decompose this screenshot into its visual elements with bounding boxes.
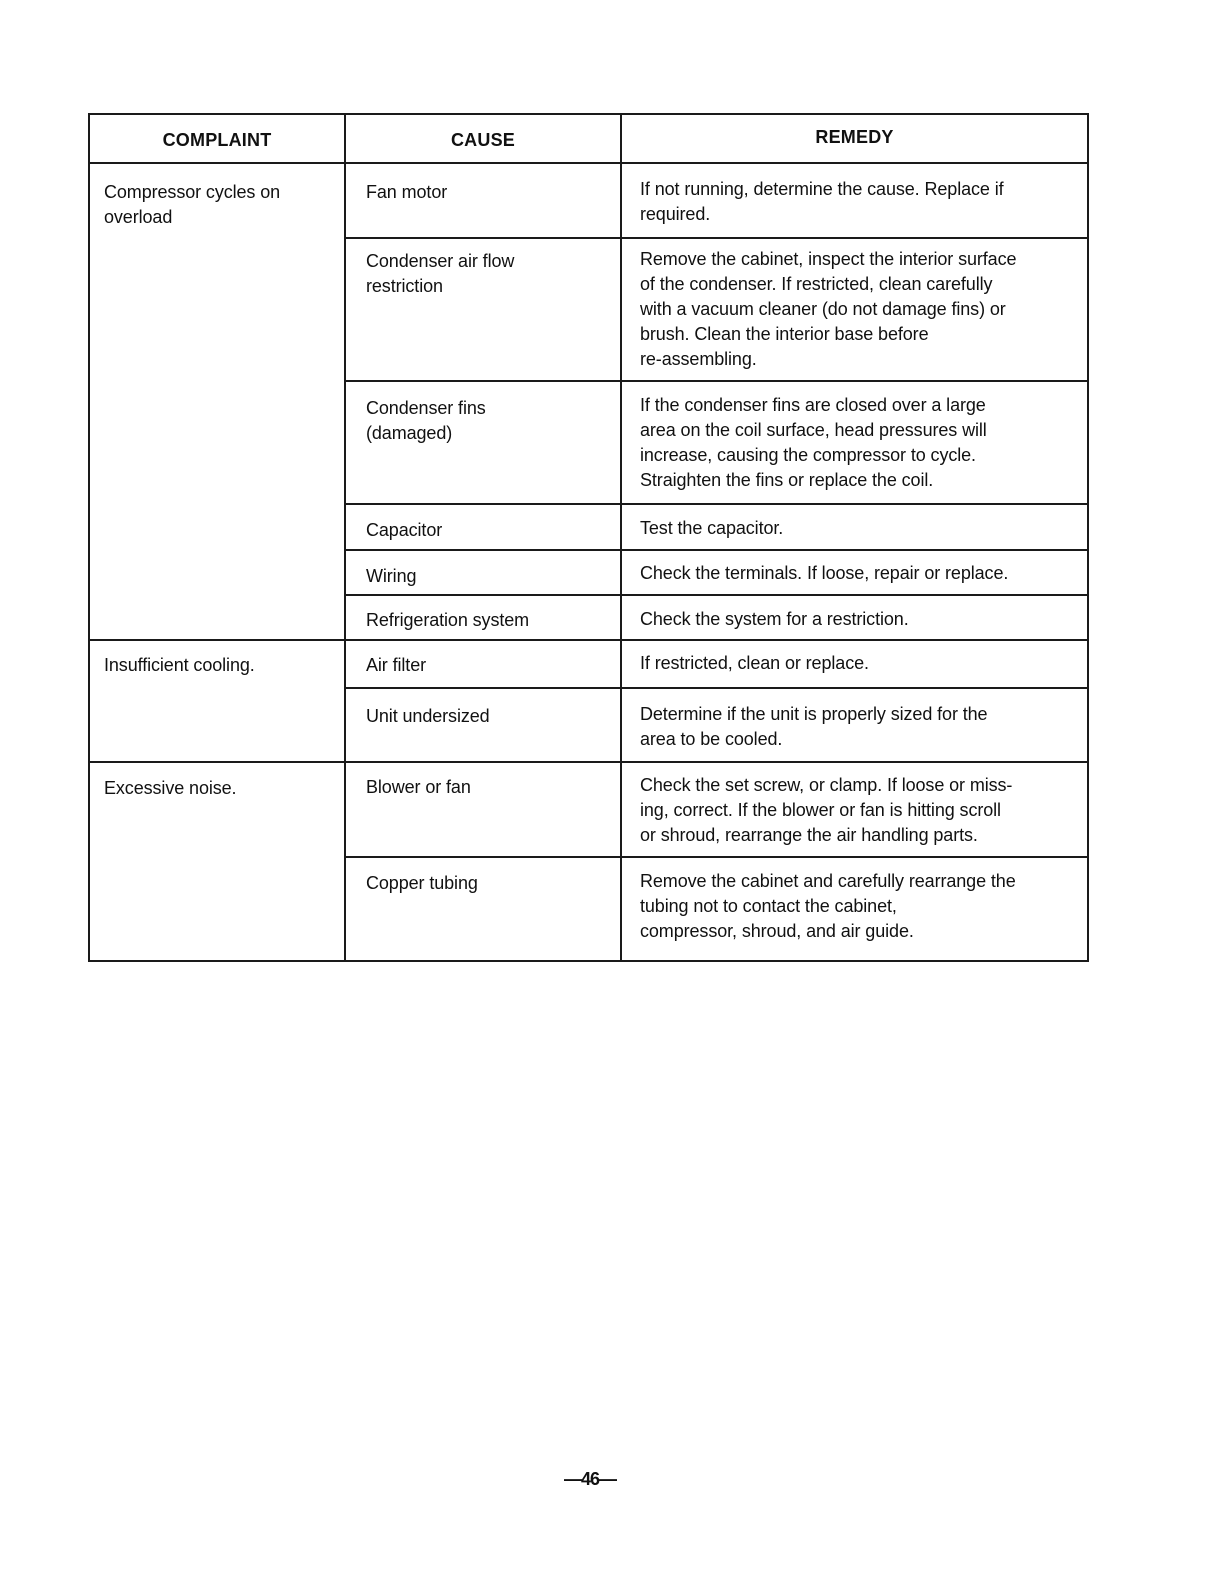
troubleshooting-table bbox=[88, 113, 1089, 962]
remedy-blower-or-fan: Check the set screw, or clamp. If loose or miss- ing, correct. If the blower or fan is hitting scroll or shroud, rearrange the air handling parts. bbox=[640, 775, 1013, 845]
header-remedy: REMEDY bbox=[815, 127, 894, 147]
cause-condenser-fins: Condenser fins (damaged) bbox=[366, 398, 486, 443]
page-number: —46— bbox=[563, 1469, 617, 1489]
remedy-condenser-air-flow: Remove the cabinet, inspect the interior surface of the condenser. If restricted, clean carefully with a vacuum cleaner (do not damage fins) or brush. Clean the interior base before re-assembling. bbox=[640, 249, 1017, 369]
remedy-condenser-fins: If the condenser fins are closed over a large area on the coil surface, head pressures will increase, causing the compressor to cycle. Straighten the fins or replace the coil. bbox=[640, 395, 987, 490]
cause-refrigeration-system: Refrigeration system bbox=[366, 610, 530, 630]
row-rule bbox=[344, 503, 1089, 505]
remedy-refrigeration-system: Check the system for a restriction. bbox=[640, 609, 909, 629]
complaint-excessive-noise: Excessive noise. bbox=[104, 778, 237, 798]
column-divider-remedy bbox=[620, 113, 622, 962]
table-border-top bbox=[88, 113, 1089, 115]
header-complaint: COMPLAINT bbox=[162, 130, 272, 150]
row-rule bbox=[344, 549, 1089, 551]
complaint-insufficient-cooling: Insufficient cooling. bbox=[104, 655, 255, 675]
header-cause: CAUSE bbox=[450, 130, 515, 150]
remedy-wiring: Check the terminals. If loose, repair or replace. bbox=[640, 563, 1009, 583]
cause-fan-motor: Fan motor bbox=[366, 182, 448, 202]
remedy-unit-undersized: Determine if the unit is properly sized for the area to be cooled. bbox=[640, 704, 988, 749]
row-rule bbox=[344, 380, 1089, 382]
header-rule bbox=[88, 162, 1089, 164]
row-rule bbox=[344, 687, 1089, 689]
row-rule bbox=[344, 594, 1089, 596]
remedy-capacitor: Test the capacitor. bbox=[640, 518, 784, 538]
column-divider-cause bbox=[344, 113, 346, 962]
group-rule bbox=[88, 761, 1089, 763]
cause-blower-or-fan: Blower or fan bbox=[366, 777, 471, 797]
cause-condenser-air-flow: Condenser air flow restriction bbox=[366, 251, 515, 296]
remedy-copper-tubing: Remove the cabinet and carefully rearrange the tubing not to contact the cabinet, compressor, shroud, and air guide. bbox=[640, 871, 1016, 941]
cause-copper-tubing: Copper tubing bbox=[366, 873, 478, 893]
cause-capacitor: Capacitor bbox=[366, 520, 443, 540]
table-border-left bbox=[88, 113, 90, 962]
cause-unit-undersized: Unit undersized bbox=[366, 706, 490, 726]
row-rule bbox=[344, 856, 1089, 858]
remedy-fan-motor: If not running, determine the cause. Replace if required. bbox=[640, 179, 1004, 224]
table-border-right bbox=[1087, 113, 1089, 962]
remedy-air-filter: If restricted, clean or replace. bbox=[640, 653, 869, 673]
cause-air-filter: Air filter bbox=[366, 655, 427, 675]
cause-wiring: Wiring bbox=[366, 566, 417, 586]
row-rule bbox=[344, 237, 1089, 239]
complaint-compressor-cycles: Compressor cycles on overload bbox=[104, 182, 281, 227]
group-rule bbox=[88, 639, 1089, 641]
table-border-bottom bbox=[88, 960, 1089, 962]
